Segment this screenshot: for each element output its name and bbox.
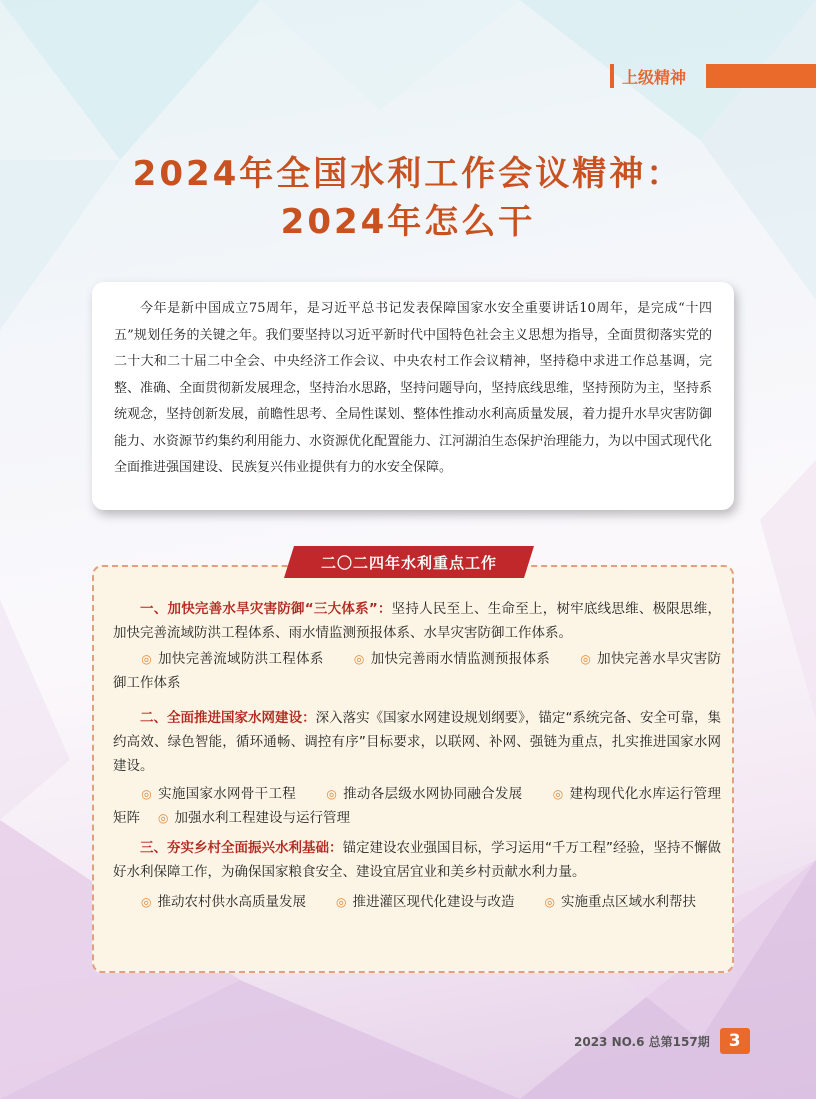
work-item-2 (113, 706, 721, 830)
work-item-1-heading: 一、加快完善水旱灾害防御“三大体系”： (140, 601, 392, 617)
work-item-2-heading: 二、全面推进国家水网建设： (140, 710, 316, 726)
subitem: 建构现代化水库运行管理矩阵 (113, 786, 722, 826)
bullet-icon: ◎ (326, 787, 338, 801)
section-tag-strip (706, 64, 816, 88)
intro-box (92, 282, 734, 510)
title-line-2: 2024年怎么干 (280, 202, 536, 242)
issue-label: 2023 NO.6 总第157期 (574, 1034, 710, 1049)
work-item-1-body (113, 597, 721, 645)
subitem: 加快完善流域防洪工程体系 (158, 651, 324, 667)
subitem: 加强水利工程建设与运行管理 (174, 810, 350, 826)
bullet-icon: ◎ (141, 787, 153, 801)
subitem: 实施重点区域水利帮扶 (560, 894, 696, 910)
subitem: 加快完善雨水情监测预报体系 (370, 651, 551, 667)
section-tag (610, 64, 816, 88)
intro-paragraph: 今年是新中国成立75周年，是习近平总书记发表保障国家水安全重要讲话10周年，是完成“十四五”规划任务的关键之年。我们要坚持以习近平新时代中国特色社会主义思想为指导，全面贯彻落实党的二十大和二十届二中全会、中央经济工作会议、中央农村工作会议精神，坚持稳中求进工作总基调，完整、准确、全面贯彻新发展理念，坚持治水思路，坚持问题导向，坚持底线思维，坚持预防为主，坚持系统观念，坚持创新发展，前瞻性思考、全局性谋划、整体性推动水利高质量发展，着力提升水旱灾害防御能力、水资源节约集约利用能力、水资源优化配置能力、江河湖泊生态保护治理能力，为以中国式现代化全面推进强国建设、民族复兴伟业提供有力的水安全保障。 (114, 301, 713, 475)
work-item-1-subitems (113, 647, 721, 695)
banner-title: 二〇二四年水利重点工作 (320, 553, 497, 572)
section-tag-bar (610, 64, 614, 88)
work-item-3-subitems (113, 890, 721, 914)
page-footer (574, 1028, 750, 1054)
subitem: 推动农村供水高质量发展 (157, 894, 306, 910)
bullet-icon: ◎ (353, 652, 365, 666)
work-item-1-text: 坚持人民至上、生命至上，树牢底线思维、极限思维，加快完善流域防洪工程体系、雨水情监测预报体系、水旱灾害防御工作体系。 (113, 601, 721, 641)
work-item-2-subitems (113, 782, 721, 830)
bullet-icon: ◎ (544, 895, 555, 909)
bullet-icon: ◎ (552, 787, 564, 801)
bullet-icon: ◎ (335, 895, 347, 909)
bullet-icon: ◎ (158, 811, 169, 825)
work-item-3-heading: 三、夯实乡村全面振兴水利基础： (140, 840, 343, 856)
bullet-icon: ◎ (141, 895, 152, 909)
work-item-2-text: 深入落实《国家水网建设规划纲要》，锚定“系统完备、安全可靠，集约高效、绿色智能，循环通畅、调控有序”目标要求，以联网、补网、强链为重点，扎实推进国家水网建设。 (113, 710, 721, 774)
key-work-banner (284, 546, 534, 578)
work-item-3 (113, 836, 721, 914)
bullet-icon: ◎ (141, 652, 153, 666)
subitem: 加快完善水旱灾害防御工作体系 (113, 651, 722, 691)
subitem: 推动各层级水网协同融合发展 (343, 786, 523, 802)
work-item-1 (113, 597, 721, 695)
article-title (0, 150, 816, 246)
subitem: 实施国家水网骨干工程 (158, 786, 297, 802)
work-item-3-text: 锚定建设农业强国目标，学习运用“千万工程”经验，坚持不懈做好水利保障工作，为确保国家粮食安全、建设宜居宜业和美乡村贡献水利力量。 (113, 840, 721, 880)
work-item-2-body (113, 706, 721, 778)
bullet-icon: ◎ (580, 652, 592, 666)
page-number: 3 (720, 1028, 750, 1054)
subitem: 推进灌区现代化建设与改造 (352, 894, 515, 910)
section-tag-label: 上级精神 (622, 67, 687, 87)
work-item-3-body (113, 836, 721, 884)
title-line-1: 2024年全国水利工作会议精神： (132, 154, 684, 194)
